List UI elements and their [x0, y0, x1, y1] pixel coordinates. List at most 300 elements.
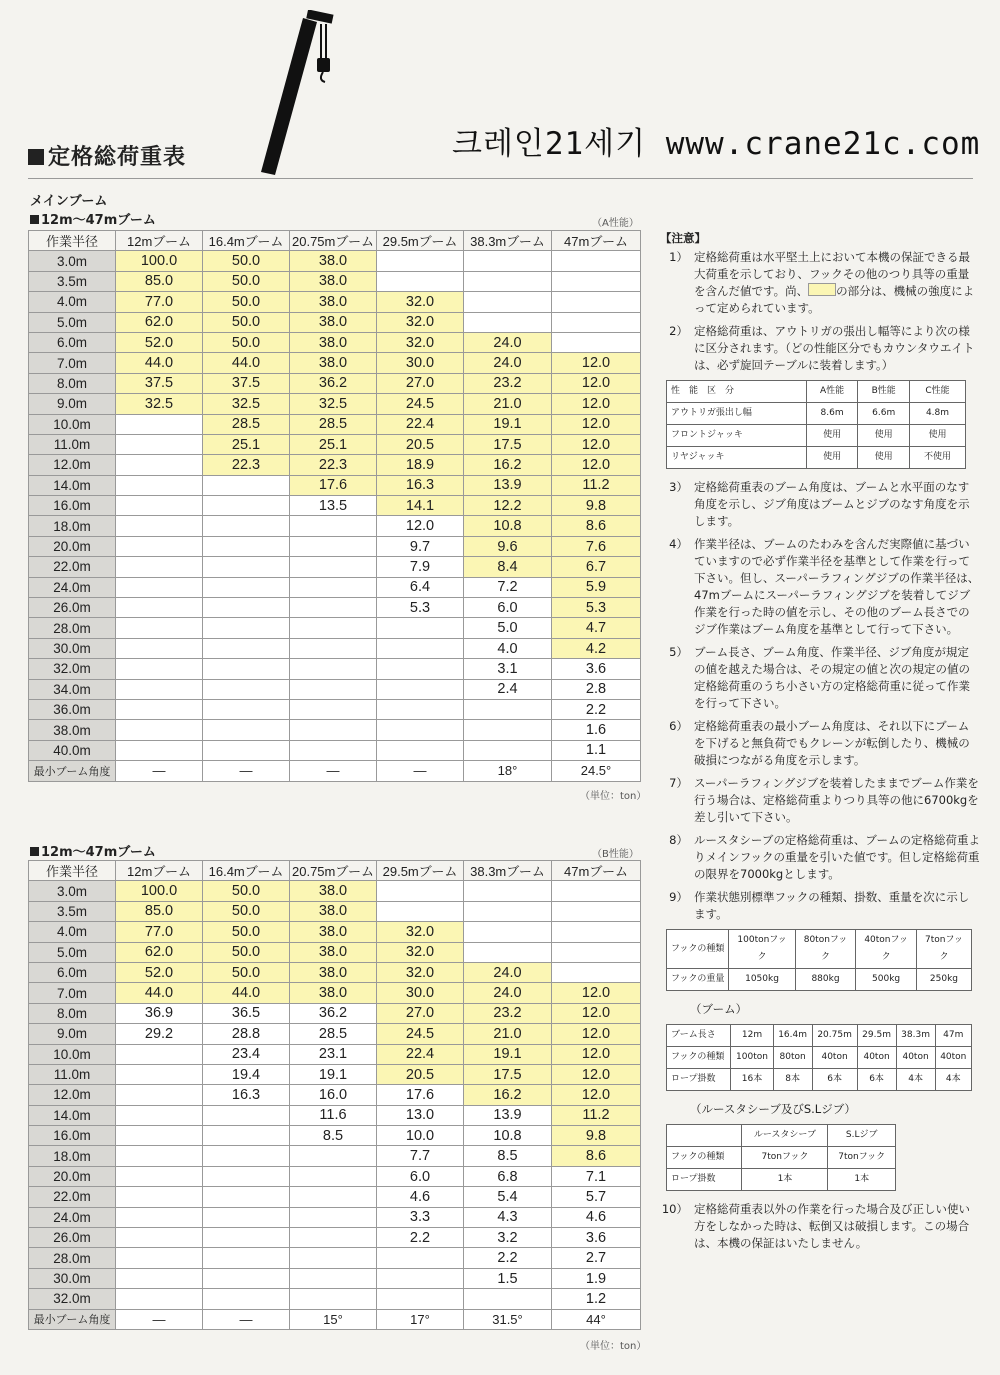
table-row: [29, 659, 641, 679]
table-a-range-label: 12m〜47mブーム: [30, 209, 156, 228]
empty-cell: [203, 699, 290, 719]
table-b-range-label: 12m〜47mブーム: [30, 841, 156, 860]
empty-cell: [464, 720, 552, 740]
load-cell: 36.5: [203, 1003, 290, 1023]
table-cell: フックの種類: [667, 1147, 742, 1169]
radius-cell: 20.0m: [29, 536, 116, 556]
load-cell-strength-limited: 9.6: [464, 536, 552, 556]
watermark-text: 크레인21세기 www.crane21c.com: [452, 126, 981, 162]
table-cell: 使用: [858, 447, 910, 469]
load-cell: 1.1: [552, 740, 641, 760]
empty-cell: [290, 638, 377, 658]
load-cell-strength-limited: 22.4: [377, 414, 464, 434]
radius-cell: 6.0m: [29, 962, 116, 982]
load-cell: 2.2: [464, 1248, 552, 1268]
radius-cell: 9.0m: [29, 394, 116, 414]
load-cell-strength-limited: 50.0: [203, 962, 290, 982]
load-cell-strength-limited: 50.0: [203, 922, 290, 942]
load-cell-strength-limited: 38.0: [290, 353, 377, 373]
table-row: [29, 1085, 641, 1105]
table-cell: S.Lジブ: [828, 1125, 896, 1147]
table-cell: 40tonフック: [856, 930, 917, 969]
radius-cell: 3.5m: [29, 271, 116, 291]
load-cell-strength-limited: 50.0: [203, 271, 290, 291]
load-cell: —: [290, 761, 377, 781]
radius-cell: 11.0m: [29, 1064, 116, 1084]
crane-boom-illustration: [255, 10, 345, 175]
empty-cell: [464, 881, 552, 901]
load-cell-strength-limited: 22.3: [290, 455, 377, 475]
load-cell-strength-limited: 23.2: [464, 1003, 552, 1023]
table-row: [667, 1169, 896, 1191]
empty-cell: [290, 1166, 377, 1186]
load-cell: 3.6: [552, 659, 641, 679]
bullet-icon: [30, 215, 39, 224]
empty-cell: [290, 536, 377, 556]
table-cell: ブーム長さ: [667, 1025, 731, 1047]
load-cell-strength-limited: 28.5: [290, 414, 377, 434]
load-cell-strength-limited: 30.0: [377, 353, 464, 373]
table-row: [29, 699, 641, 719]
empty-cell: [203, 536, 290, 556]
notes-panel: [660, 230, 980, 1258]
table-header-row: [29, 861, 641, 881]
table-row: [667, 1047, 972, 1069]
empty-cell: [464, 312, 552, 332]
load-cell: 3.1: [464, 659, 552, 679]
table-row: [29, 516, 641, 536]
load-cell: 36.9: [116, 1003, 203, 1023]
load-cell: 2.7: [552, 1248, 641, 1268]
empty-cell: [116, 1044, 203, 1064]
load-cell: 10.0: [377, 1126, 464, 1146]
column-header: 38.3mブーム: [464, 231, 552, 251]
table-row: [667, 1025, 972, 1047]
empty-cell: [116, 1248, 203, 1268]
load-cell-strength-limited: 77.0: [116, 292, 203, 312]
load-cell: 17°: [377, 1309, 464, 1329]
load-cell-strength-limited: 24.5: [377, 394, 464, 414]
section-subheading: メインブーム: [30, 194, 108, 209]
radius-cell: 24.0m: [29, 1207, 116, 1227]
table-row: [29, 475, 641, 495]
table-row: [29, 983, 641, 1003]
empty-cell: [203, 638, 290, 658]
load-cell-strength-limited: 12.0: [552, 1044, 641, 1064]
empty-cell: [203, 1187, 290, 1207]
title-divider: [28, 178, 973, 179]
empty-cell: [464, 942, 552, 962]
column-header: 47mブーム: [552, 861, 641, 881]
radius-cell: 7.0m: [29, 983, 116, 1003]
load-cell-strength-limited: 44.0: [116, 983, 203, 1003]
table-cell: 80ton: [773, 1047, 812, 1069]
empty-cell: [203, 557, 290, 577]
load-cell-strength-limited: 24.0: [464, 353, 552, 373]
empty-cell: [116, 598, 203, 618]
load-cell-strength-limited: 37.5: [116, 373, 203, 393]
table-row: [29, 373, 641, 393]
load-cell-strength-limited: 32.5: [203, 394, 290, 414]
table-a-perf-tag: （A性能）: [592, 218, 639, 229]
load-cell: 7.7: [377, 1146, 464, 1166]
radius-cell: 3.5m: [29, 901, 116, 921]
load-cell-strength-limited: 30.0: [377, 983, 464, 1003]
empty-cell: [552, 312, 641, 332]
table-row: [29, 1105, 641, 1125]
table-cell: 1050kg: [729, 969, 795, 991]
empty-cell: [290, 659, 377, 679]
load-cell-strength-limited: 22.4: [377, 1044, 464, 1064]
load-cell-strength-limited: 77.0: [116, 922, 203, 942]
load-cell-strength-limited: 22.3: [203, 455, 290, 475]
empty-cell: [377, 271, 464, 291]
load-cell-strength-limited: 37.5: [203, 373, 290, 393]
load-cell-strength-limited: 24.0: [464, 962, 552, 982]
load-cell-strength-limited: 38.0: [290, 901, 377, 921]
radius-cell: 最小ブーム角度: [29, 761, 116, 781]
load-cell-strength-limited: 6.7: [552, 557, 641, 577]
empty-cell: [377, 720, 464, 740]
radius-cell: 30.0m: [29, 638, 116, 658]
table-row: [29, 638, 641, 658]
note-item: 7） スーパーラフィングジブを装着したままでブーム作業を行う場合は、定格総荷重よりつり具等の他に6700kgを差し引いて下さい。: [669, 776, 979, 824]
radius-cell: 18.0m: [29, 516, 116, 536]
load-cell-strength-limited: 19.1: [464, 414, 552, 434]
load-cell: 1.9: [552, 1268, 641, 1288]
table-row: [667, 1069, 972, 1091]
table-row: [29, 496, 641, 516]
empty-cell: [116, 516, 203, 536]
load-cell-strength-limited: 62.0: [116, 312, 203, 332]
empty-cell: [290, 679, 377, 699]
page-title-text: 定格総荷重表: [48, 145, 187, 170]
table-cell: 100ton: [731, 1047, 773, 1069]
table-row: [29, 332, 641, 352]
column-header: 12mブーム: [116, 861, 203, 881]
table-cell: 16.4m: [773, 1025, 812, 1047]
empty-cell: [116, 455, 203, 475]
load-cell-strength-limited: 32.0: [377, 942, 464, 962]
load-cell: 6.0: [464, 598, 552, 618]
load-cell-strength-limited: 38.0: [290, 942, 377, 962]
empty-cell: [377, 699, 464, 719]
radius-cell: 40.0m: [29, 740, 116, 760]
load-cell-strength-limited: 8.4: [464, 557, 552, 577]
table-cell: 38.3m: [896, 1025, 935, 1047]
table-cell: 20.75m: [812, 1025, 857, 1047]
radius-cell: 18.0m: [29, 1146, 116, 1166]
table-row: [29, 1207, 641, 1227]
load-cell-strength-limited: 12.0: [552, 983, 641, 1003]
load-cell-strength-limited: 50.0: [203, 251, 290, 271]
empty-cell: [552, 942, 641, 962]
empty-cell: [290, 557, 377, 577]
load-cell-strength-limited: 7.6: [552, 536, 641, 556]
load-cell: 5.0: [464, 618, 552, 638]
load-cell: 31.5°: [464, 1309, 552, 1329]
table-cell: 4.8m: [909, 403, 965, 425]
load-cell-strength-limited: 12.0: [552, 394, 641, 414]
load-cell-strength-limited: 36.2: [290, 373, 377, 393]
load-cell-strength-limited: 32.0: [377, 292, 464, 312]
table-row: [29, 1044, 641, 1064]
load-cell-strength-limited: 44.0: [203, 983, 290, 1003]
load-cell: 28.8: [203, 1024, 290, 1044]
load-cell-strength-limited: 32.5: [290, 394, 377, 414]
load-cell-strength-limited: 8.6: [552, 1146, 641, 1166]
table-row: [29, 679, 641, 699]
empty-cell: [377, 901, 464, 921]
load-cell-strength-limited: 21.0: [464, 394, 552, 414]
table-cell: 500kg: [856, 969, 917, 991]
load-cell-strength-limited: 20.5: [377, 1064, 464, 1084]
table-row: [29, 292, 641, 312]
rooster-sheave-table: [666, 1124, 896, 1191]
empty-cell: [203, 618, 290, 638]
table-row: [29, 251, 641, 271]
notes-heading: 【注意】: [660, 231, 706, 245]
load-chart-table-b: [28, 860, 641, 1330]
empty-cell: [116, 496, 203, 516]
boom-caption: （ブーム）: [690, 1002, 748, 1016]
load-cell: 7.1: [552, 1166, 641, 1186]
empty-cell: [290, 740, 377, 760]
load-cell: 1.2: [552, 1289, 641, 1309]
bullet-icon: [30, 847, 39, 856]
note-item: 8） ルースタシーブの定格総荷重は、ブームの定格総荷重よりメインフックの重量を引いた値です。但し定格総荷重の限界を7000kgとします。: [669, 833, 981, 881]
load-cell-strength-limited: 12.0: [552, 414, 641, 434]
title-bullet-icon: [28, 149, 44, 165]
load-cell-strength-limited: 32.5: [116, 394, 203, 414]
radius-cell: 26.0m: [29, 598, 116, 618]
empty-cell: [290, 598, 377, 618]
table-cell: [667, 1125, 742, 1147]
load-cell: 17.6: [377, 1085, 464, 1105]
table-row: [667, 1147, 896, 1169]
radius-cell: 20.0m: [29, 1166, 116, 1186]
empty-cell: [203, 1126, 290, 1146]
radius-cell: 38.0m: [29, 720, 116, 740]
table-cell: 7tonフック: [742, 1147, 828, 1169]
load-cell: 6.4: [377, 577, 464, 597]
table-row: [29, 455, 641, 475]
table-row: [29, 1268, 641, 1288]
empty-cell: [203, 1248, 290, 1268]
load-cell-strength-limited: 21.0: [464, 1024, 552, 1044]
empty-cell: [116, 1146, 203, 1166]
load-cell: 3.6: [552, 1228, 641, 1248]
empty-cell: [116, 475, 203, 495]
page-title: [28, 140, 186, 171]
empty-cell: [464, 292, 552, 312]
empty-cell: [203, 1268, 290, 1288]
load-cell-strength-limited: 50.0: [203, 312, 290, 332]
radius-cell: 32.0m: [29, 659, 116, 679]
load-cell: 19.4: [203, 1064, 290, 1084]
empty-cell: [290, 577, 377, 597]
radius-cell: 4.0m: [29, 922, 116, 942]
table-row: [29, 557, 641, 577]
empty-cell: [116, 659, 203, 679]
table-row: [667, 381, 966, 403]
load-cell-strength-limited: 32.0: [377, 312, 464, 332]
empty-cell: [464, 699, 552, 719]
radius-cell: 3.0m: [29, 881, 116, 901]
load-cell: 2.8: [552, 679, 641, 699]
table-row: [29, 271, 641, 291]
load-chart-table-a: [28, 230, 641, 782]
table-b-unit: （単位：ton）: [580, 1341, 647, 1352]
radius-cell: 11.0m: [29, 434, 116, 454]
radius-cell: 4.0m: [29, 292, 116, 312]
load-cell-strength-limited: 24.0: [464, 332, 552, 352]
table-cell: C性能: [909, 381, 965, 403]
radius-cell: 16.0m: [29, 496, 116, 516]
load-cell-strength-limited: 23.2: [464, 373, 552, 393]
radius-cell: 24.0m: [29, 577, 116, 597]
table-cell: ロープ掛数: [667, 1169, 742, 1191]
load-cell-strength-limited: 38.0: [290, 312, 377, 332]
table-row: [29, 901, 641, 921]
load-cell-strength-limited: 12.2: [464, 496, 552, 516]
column-header: 12mブーム: [116, 231, 203, 251]
empty-cell: [203, 679, 290, 699]
table-row: [29, 1003, 641, 1023]
table-cell: フックの種類: [667, 1047, 731, 1069]
empty-cell: [377, 1248, 464, 1268]
empty-cell: [552, 901, 641, 921]
empty-cell: [377, 638, 464, 658]
load-cell: 15°: [290, 1309, 377, 1329]
table-row: [29, 740, 641, 760]
table-cell: 使用: [909, 425, 965, 447]
radius-cell: 9.0m: [29, 1024, 116, 1044]
load-cell-strength-limited: 100.0: [116, 251, 203, 271]
table-cell: フックの種類: [667, 930, 729, 969]
table-row: [29, 598, 641, 618]
empty-cell: [116, 1289, 203, 1309]
table-row: [29, 353, 641, 373]
performance-class-table: [666, 380, 966, 469]
load-cell-strength-limited: 12.0: [552, 1003, 641, 1023]
table-row: [667, 425, 966, 447]
radius-cell: 12.0m: [29, 455, 116, 475]
table-cell: 100tonフック: [729, 930, 795, 969]
load-cell: —: [203, 761, 290, 781]
load-cell-strength-limited: 50.0: [203, 292, 290, 312]
empty-cell: [203, 1207, 290, 1227]
note-item: 9） 作業状態別標準フックの種類、掛数、重量を次に示します。: [669, 890, 970, 921]
table-cell: 880kg: [795, 969, 856, 991]
column-header: 20.75mブーム: [290, 861, 377, 881]
load-cell-strength-limited: 38.0: [290, 271, 377, 291]
note-item: 3） 定格総荷重表のブーム角度は、ブームと水平面のなす角度を示し、ジブ角度はブームとジブのなす角度を示します。: [669, 480, 970, 528]
load-cell-strength-limited: 24.0: [464, 983, 552, 1003]
load-cell-strength-limited: 38.0: [290, 962, 377, 982]
load-cell: 5.4: [464, 1187, 552, 1207]
load-cell-strength-limited: 38.0: [290, 292, 377, 312]
column-header: 16.4mブーム: [203, 861, 290, 881]
load-cell-strength-limited: 4.2: [552, 638, 641, 658]
note-item: 1） 定格総荷重は水平堅土上において本機の保証できる最大荷重を示しており、フックその他のつり具等の重量を含んだ値です。尚、 の部分は、機械の強度によって定められています。: [669, 250, 975, 315]
load-cell-strength-limited: 12.0: [552, 1024, 641, 1044]
load-cell: —: [203, 1309, 290, 1329]
table-cell: 40ton: [896, 1047, 935, 1069]
empty-cell: [377, 1268, 464, 1288]
load-cell-strength-limited: 12.0: [552, 353, 641, 373]
empty-cell: [116, 1105, 203, 1125]
load-cell-strength-limited: 10.8: [464, 516, 552, 536]
table-row: [29, 1024, 641, 1044]
load-cell: 11.6: [290, 1105, 377, 1125]
load-cell-strength-limited: 85.0: [116, 271, 203, 291]
empty-cell: [203, 1166, 290, 1186]
load-cell: 13.0: [377, 1105, 464, 1125]
empty-cell: [116, 699, 203, 719]
load-cell-strength-limited: 11.2: [552, 1105, 641, 1125]
load-cell-strength-limited: 20.5: [377, 434, 464, 454]
column-header: 作業半径: [29, 231, 116, 251]
empty-cell: [377, 679, 464, 699]
load-cell-strength-limited: 12.0: [552, 1085, 641, 1105]
table-row: [29, 536, 641, 556]
load-cell-strength-limited: 5.9: [552, 577, 641, 597]
load-cell: 1.5: [464, 1268, 552, 1288]
load-cell: 10.8: [464, 1126, 552, 1146]
column-header: 29.5mブーム: [377, 861, 464, 881]
empty-cell: [464, 922, 552, 942]
table-cell: 7tonフック: [916, 930, 971, 969]
empty-cell: [116, 1268, 203, 1288]
empty-cell: [116, 1064, 203, 1084]
yellow-legend-swatch: [808, 283, 836, 296]
empty-cell: [552, 271, 641, 291]
column-header: 47mブーム: [552, 231, 641, 251]
empty-cell: [377, 618, 464, 638]
empty-cell: [203, 598, 290, 618]
empty-cell: [464, 901, 552, 921]
table-cell: 性 能 区 分: [667, 381, 807, 403]
load-cell-strength-limited: 17.6: [290, 475, 377, 495]
table-cell: リヤジャッキ: [667, 447, 807, 469]
table-cell: B性能: [858, 381, 910, 403]
load-cell: 19.1: [290, 1064, 377, 1084]
table-row: [29, 962, 641, 982]
load-cell: 4.0: [464, 638, 552, 658]
empty-cell: [464, 740, 552, 760]
load-cell-strength-limited: 27.0: [377, 373, 464, 393]
radius-cell: 22.0m: [29, 557, 116, 577]
empty-cell: [203, 659, 290, 679]
table-cell: フックの重量: [667, 969, 729, 991]
load-cell-strength-limited: 25.1: [203, 434, 290, 454]
load-cell-strength-limited: 38.0: [290, 332, 377, 352]
radius-cell: 12.0m: [29, 1085, 116, 1105]
empty-cell: [203, 740, 290, 760]
radius-cell: 最小ブーム角度: [29, 1309, 116, 1329]
load-cell-strength-limited: 52.0: [116, 332, 203, 352]
table-row: [29, 434, 641, 454]
empty-cell: [290, 1228, 377, 1248]
radius-cell: 30.0m: [29, 1268, 116, 1288]
load-cell-strength-limited: 44.0: [116, 353, 203, 373]
table-row: [29, 720, 641, 740]
table-a-unit: （単位：ton）: [580, 791, 647, 802]
empty-cell: [290, 1146, 377, 1166]
load-cell-strength-limited: 32.0: [377, 332, 464, 352]
empty-cell: [116, 434, 203, 454]
